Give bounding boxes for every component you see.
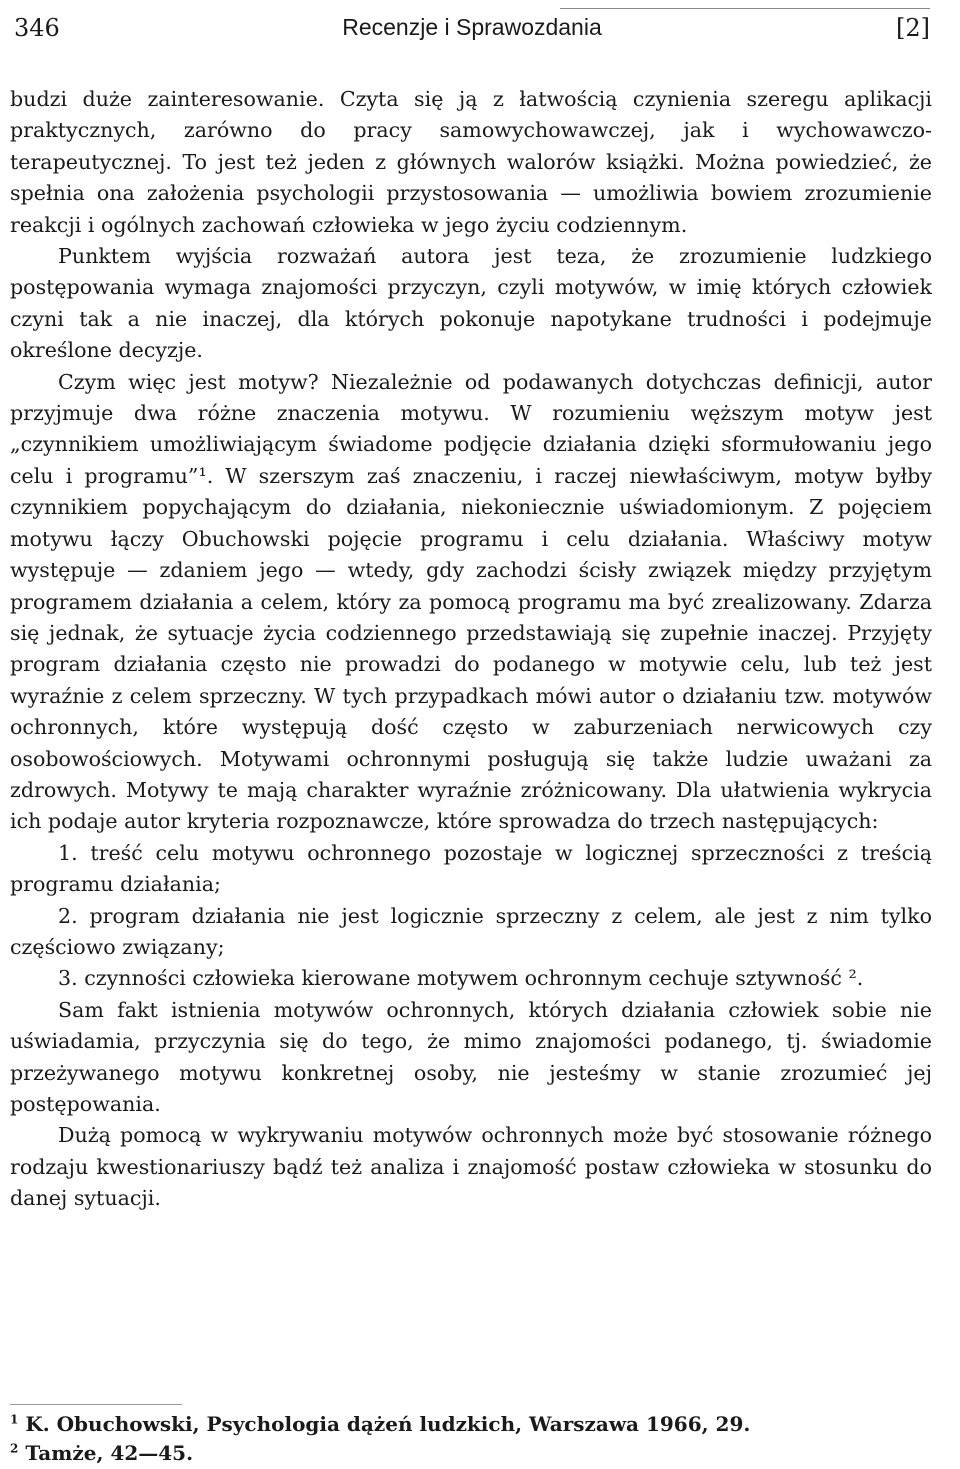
header-rule xyxy=(560,8,930,9)
section-number: [2] xyxy=(896,14,930,42)
footnote xyxy=(10,1439,932,1468)
list-item: 2. program działania nie jest logicznie sprzeczny z celem, ale jest z nim tylko częściowo związany; xyxy=(10,903,932,959)
paragraph: budzi duże zainteresowanie. Czyta się ją z łatwością czynienia szeregu aplikacji praktycznych, zarówno do pracy samowychowawczej, jak i wychowawczo-terapeutycznej. To jest też jeden z głównych walorów książki. Można powiedzieć, że spełnia ona założenia psychologii przystosowania — umożliwia bowiem zrozumienie reakcji i ogólnych zachowań człowieka w jego życiu codziennym. xyxy=(10,87,932,237)
running-header xyxy=(14,14,930,48)
footnote-rule xyxy=(10,1404,182,1405)
list-item: 1. treść celu motywu ochronnego pozostaje w logicznej sprzeczności z treścią programu działania; xyxy=(10,840,932,897)
footnote-mark: 2 xyxy=(10,1441,19,1456)
footnote-text: K. Obuchowski, Psychologia dążeń ludzkich, Warszawa 1966, 29. xyxy=(25,1412,751,1436)
footnote-text: Tamże, 42—45. xyxy=(25,1441,194,1465)
list-item: 3. czynności człowieka kierowane motywem ochronnym cechuje sztywność ². xyxy=(58,966,864,991)
paragraph: Punktem wyjścia rozważań autora jest teza, że zrozumienie ludzkiego postępowania wymaga znajomości przyczyn, czyli motywów, w imię których człowiek czyni tak a nie inaczej, dla których pokonuje napotykane trudności i podejmuje określone decyzje. xyxy=(10,244,932,363)
body-text xyxy=(10,84,932,1215)
footnote-mark: 1 xyxy=(10,1412,19,1427)
paragraph: Sam fakt istnienia motywów ochronnych, których działania człowiek sobie nie uświadamia, przyczynia się do tego, że mimo znajomości podanego, tj. świadomie przeżywanego motywu konkretnej osoby, nie jesteśmy w stanie zrozumieć jej postępowania. xyxy=(10,997,932,1116)
footnote xyxy=(10,1410,932,1439)
paragraph: Czym więc jest motyw? Niezależnie od podawanych dotychczas definicji, autor przyjmuje dwa różne znaczenia motywu. W rozumieniu węższym motyw jest „czynnikiem umożliwiającym świadome podjęcie działania dzięki sformułowaniu jego celu i programu”¹. W szerszym zaś znaczeniu, i raczej niewłaściwym, motyw byłby czynnikiem popychającym do działania, niekoniecznie uświadomionym. Z pojęciem motywu łączy Obuchowski pojęcie programu i celu działania. Właściwy motyw występuje — zdaniem jego — wtedy, gdy zachodzi ścisły związek między przyjętym programem działania a celem, który za pomocą programu ma być zrealizowany. Zdarza się jednak, że sytuacje życia codziennego przedstawiają się zupełnie inaczej. Przyjęty program działania często nie prowadzi do podanego w motywie celu, lub też jest wyraźnie z celem sprzeczny. W tych przypadkach mówi autor o działaniu tzw. motywów ochronnych, które występują dość często w zaburzeniach nerwicowych czy osobowościowych. Motywami ochronnymi posługują się także ludzie uważani za zdrowych. Motywy te mają charakter wyraźnie zróżnicowany. Dla ułatwienia wykrycia ich podaje autor kryteria rozpoznawcze, które sprowadza do trzech następujących: xyxy=(10,369,932,834)
running-title: Recenzje i Sprawozdania xyxy=(342,14,602,40)
paragraph: Dużą pomocą w wykrywaniu motywów ochronnych może być stosowanie różnego rodzaju kwestionariuszy bądź też analiza i znajomość postaw człowieka w stosunku do danej sytuacji. xyxy=(10,1123,932,1211)
page-number: 346 xyxy=(14,14,60,42)
footnotes xyxy=(10,1410,932,1468)
